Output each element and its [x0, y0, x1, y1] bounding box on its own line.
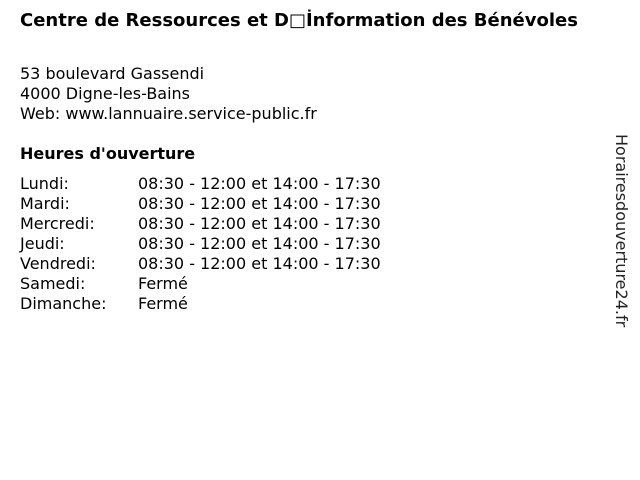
hours-row-samedi: [20, 274, 381, 294]
day-label: Vendredi:: [20, 254, 96, 273]
hours-row-lundi: [20, 174, 381, 194]
time-value: Fermé: [138, 274, 188, 293]
time-value: Fermé: [138, 294, 188, 313]
website-text: Web: www.lannuaire.service-public.fr: [20, 104, 317, 123]
hours-row-jeudi: [20, 234, 381, 254]
day-label: Lundi:: [20, 174, 69, 193]
address-city: 4000 Digne-les-Bains: [20, 84, 191, 103]
hours-row-dimanche: [20, 294, 381, 314]
day-label: Dimanche:: [20, 294, 107, 313]
time-value: 08:30 - 12:00 et 14:00 - 17:30: [138, 174, 381, 193]
time-value: 08:30 - 12:00 et 14:00 - 17:30: [138, 234, 381, 253]
day-label: Mardi:: [20, 194, 70, 213]
day-label: Jeudi:: [20, 234, 65, 253]
day-label: Mercredi:: [20, 214, 95, 233]
hours-row-vendredi: [20, 254, 381, 274]
page-title: Centre de Ressources et D□İnformation des Bénévoles: [20, 10, 578, 31]
site-watermark: Horairesdouverture24.fr: [612, 134, 631, 328]
time-value: 08:30 - 12:00 et 14:00 - 17:30: [138, 254, 381, 273]
day-label: Samedi:: [20, 274, 86, 293]
time-value: 08:30 - 12:00 et 14:00 - 17:30: [138, 214, 381, 233]
address-block: [20, 64, 317, 124]
hours-heading: Heures d'ouverture: [20, 144, 196, 163]
time-value: 08:30 - 12:00 et 14:00 - 17:30: [138, 194, 381, 213]
address-street: 53 boulevard Gassendi: [20, 64, 205, 83]
hours-table: [20, 174, 381, 314]
hours-row-mercredi: [20, 214, 381, 234]
hours-row-mardi: [20, 194, 381, 214]
